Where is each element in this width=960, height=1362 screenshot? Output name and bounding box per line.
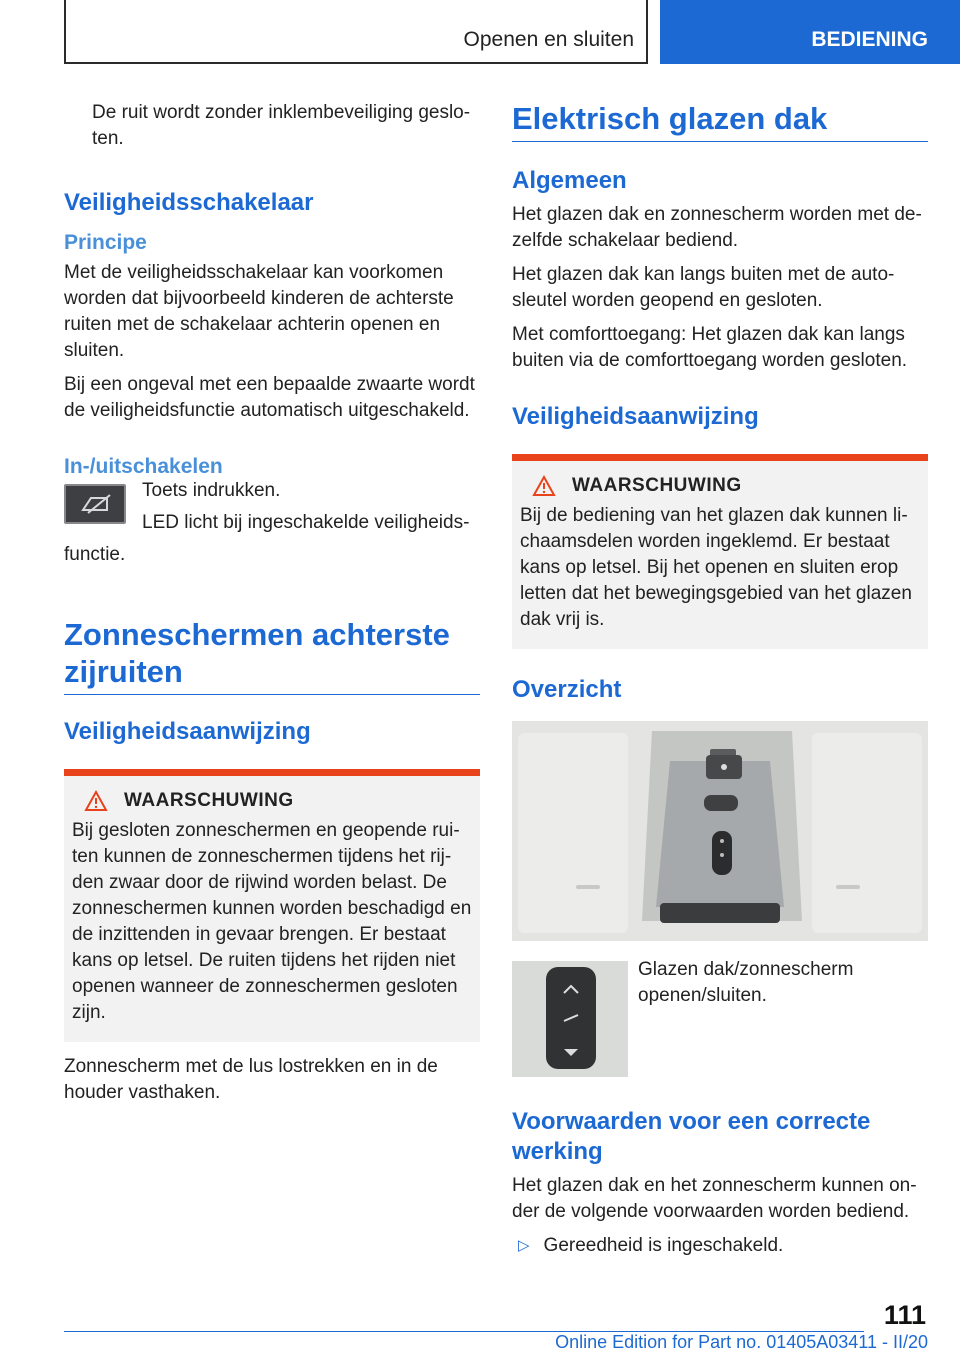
onoff-step-2: LED licht bij ingeschakelde veiligheids- <box>142 512 470 533</box>
page-number: 111 <box>883 1300 926 1330</box>
sunshades-warning-box <box>64 769 480 1042</box>
warning-triangle-icon <box>84 790 108 812</box>
list-item <box>512 1233 928 1259</box>
sunshades-warning-text: Bij gesloten zonneschermen en geopende rui-ten kunnen de zonneschermen tijdens het rij-den zwaar door de rijwind worden belast. De zonneschermen kunnen worden beschadigd en de inzittenden in gevaar brengen. Er bestaat kans op letsel. De ruiten tijdens het rijden niet openen wanneer de zonneschermen gesloten zijn. <box>72 820 472 1023</box>
window-lock-icon <box>64 484 126 524</box>
roof-warning-label: WAARSCHUWING <box>572 475 742 496</box>
conditions-text: Het glazen dak en het zonnescherm kunnen on-der de volgende voorwaarden worden bediend. <box>512 1175 917 1222</box>
overview-heading: Overzicht <box>512 676 622 703</box>
header-section-title: Openen en sluiten <box>463 28 634 51</box>
overhead-console-photo <box>512 721 928 941</box>
roof-warning-box <box>512 454 928 649</box>
onoff-step-block <box>64 480 480 552</box>
right-column <box>512 100 928 1259</box>
conditions-heading: Voorwaarden voor een correcte werking <box>512 1108 871 1165</box>
footer-edition: Online Edition for Part no. 01405A03411 - II/20 <box>555 1332 928 1352</box>
sunshades-heading: Zonneschermen achterste zijruiten <box>64 616 480 695</box>
sunshades-safety-heading: Veiligheidsaanwijzing <box>64 718 311 745</box>
roof-warning-text: Bij de bediening van het glazen dak kunnen li-chaamsdelen worden ingeklemd. Er bestaat kans op letsel. Bij het openen en sluiten erop letten dat het bewegingsgebied van het glazen dak vrij is. <box>520 505 912 630</box>
general-heading: Algemeen <box>512 167 627 194</box>
onoff-step-1: Toets indrukken. <box>142 480 281 501</box>
header-chapter-tab: BEDIENING <box>660 0 960 64</box>
glass-roof-heading: Elektrisch glazen dak <box>512 100 928 142</box>
principle-text-1: Met de veiligheidsschakelaar kan voorkomen worden dat bijvoorbeeld kinderen de achterste ruiten met de schakelaar achterin openen en sluiten. <box>64 262 454 361</box>
roof-safety-heading: Veiligheidsaanwijzing <box>512 403 759 430</box>
general-text-2: Het glazen dak kan langs buiten met de auto-sleutel worden geopend en gesloten. <box>512 264 895 311</box>
roof-switch-row <box>512 961 928 1077</box>
safety-switch-heading: Veiligheidsschakelaar <box>64 189 314 216</box>
roof-switch-icon <box>512 961 628 1077</box>
onoff-step-2-continued: functie. <box>64 544 126 565</box>
principle-text-2: Bij een ongeval met een bepaalde zwaarte wordt de veiligheidsfunctie automatisch uitgeschakeld. <box>64 374 475 421</box>
general-text-3: Met comforttoegang: Het glazen dak kan langs buiten via de comforttoegang worden gesloten. <box>512 324 908 371</box>
sunshades-warning-label: WAARSCHUWING <box>124 790 294 811</box>
warning-triangle-icon <box>532 475 556 497</box>
roof-warning-header <box>520 475 920 497</box>
bullet-icon: ▷ <box>518 1237 530 1254</box>
sunshades-warning-header <box>72 790 472 812</box>
conditions-bullet-1: Gereedheid is ingeschakeld. <box>543 1235 784 1256</box>
onoff-heading: In-/uitschakelen <box>64 455 223 478</box>
left-column <box>64 100 480 1114</box>
principle-heading: Principe <box>64 231 147 254</box>
intro-text: De ruit wordt zonder inklembeveiliging geslo-ten. <box>92 102 471 149</box>
general-text-1: Het glazen dak en zonnescherm worden met de-zelfde schakelaar bediend. <box>512 204 922 251</box>
roof-switch-caption: Glazen dak/zonnescherm openen/sluiten. <box>638 959 854 1006</box>
sunshades-instruction: Zonnescherm met de lus lostrekken en in de houder vasthaken. <box>64 1056 438 1103</box>
